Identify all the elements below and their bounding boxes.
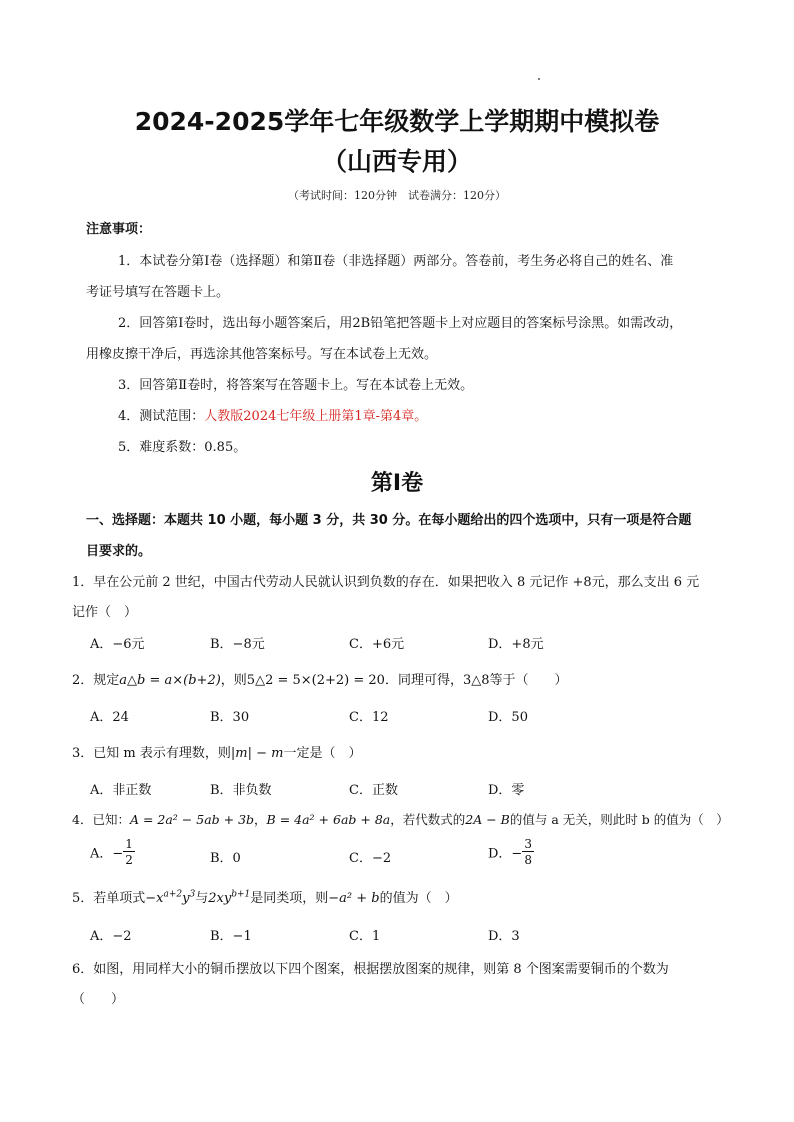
q2-option-b[interactable]: B．30	[210, 710, 250, 725]
q4-option-a-fraction	[123, 838, 135, 866]
page-subtitle: （山西专用）	[321, 147, 472, 176]
page-title: 2024-2025学年七年级数学上学期期中模拟卷	[134, 107, 660, 136]
q4-suffix: 的值与 a 无关，则此时 b 的值为（ ）	[509, 812, 729, 827]
note-2-line-1: 2．回答第Ⅰ卷时，选出每小题答案后，用2B铅笔把答题卡上对应题目的答案标号涂黑。如需改动，	[118, 316, 683, 331]
q4-option-d-numerator: 3	[524, 837, 532, 851]
q2-mid: ，则	[220, 673, 247, 688]
note-1-line-1: 1．本试卷分第Ⅰ卷（选择题）和第Ⅱ卷（非选择题）两部分。答卷前，考生务必将自己的姓名、准	[118, 254, 674, 269]
note-4-prefix: 4．测试范围：	[118, 409, 205, 424]
q4-expression: 2A − B	[465, 812, 510, 827]
notes-heading: 注意事项：	[86, 222, 152, 237]
q4-option-d-denominator: 8	[524, 853, 532, 867]
q2-prefix: 2．规定	[72, 673, 120, 688]
q3-prefix: 3．已知 m 表示有理数，则	[72, 746, 231, 761]
note-1-line-2: 考证号填写在答题卡上。	[86, 285, 230, 300]
q2-stem	[72, 669, 567, 688]
q4-expression-b: B = 4a² + 6ab + 8a	[266, 812, 391, 827]
q5-monomial-1-y: y	[182, 891, 190, 906]
section-intro-line-2: 目要求的。	[86, 544, 152, 559]
q4-option-b[interactable]: B．0	[210, 851, 241, 866]
q5-option-a[interactable]: A．−2	[90, 929, 132, 944]
q4-option-a-numerator: 1	[125, 837, 133, 851]
q3-option-d[interactable]: D．零	[488, 783, 525, 798]
q4-stem	[72, 810, 729, 828]
q4-option-d[interactable]	[488, 838, 534, 866]
q1-line-1: 1．早在公元前 2 世纪，中国古代劳动人民就认识到负数的存在．如果把收入 8 元记作 +8元，那么支出 6 元	[72, 575, 700, 590]
q5-stem	[72, 887, 458, 906]
q5-monomial-2-base: 2xy	[208, 891, 232, 906]
q3-option-b[interactable]: B．非负数	[210, 783, 272, 798]
q4-mid: ，若代数式的	[390, 812, 466, 827]
note-3: 3．回答第Ⅱ卷时，将答案写在答题卡上。写在本试卷上无效。	[118, 378, 474, 393]
q5-expression: −a² + b	[328, 891, 380, 906]
q5-prefix: 5．若单项式	[72, 891, 146, 906]
scan-dot	[538, 78, 540, 80]
q4-option-d-label: D．−	[488, 846, 523, 862]
q5-option-b[interactable]: B．−1	[210, 929, 252, 944]
q5-monomial-1	[145, 891, 195, 906]
q2-option-d[interactable]: D．50	[488, 710, 528, 725]
q5-mid: 是同类项，则	[250, 891, 329, 906]
q5-suffix: 的值为（ ）	[379, 891, 458, 906]
q2-definition: a△b = a×(b+2)	[119, 673, 221, 688]
q4-separator: ，	[254, 812, 267, 827]
q5-monomial-1-exp: a+2	[163, 889, 183, 900]
q1-line-2: 记作（ ）	[72, 605, 138, 620]
q2-option-a[interactable]: A．24	[90, 710, 129, 725]
q2-option-c[interactable]: C．12	[349, 710, 389, 725]
q4-option-c[interactable]: C．−2	[349, 851, 392, 866]
note-5: 5．难度系数：0.85。	[118, 440, 247, 455]
q1-option-d[interactable]: D．+8元	[488, 637, 544, 652]
q2-example: 5△2 = 5×(2+2) = 20	[246, 673, 385, 688]
q5-monomial-2	[208, 891, 250, 906]
q3-option-c[interactable]: C．正数	[349, 783, 398, 798]
q4-prefix: 4．已知：	[72, 812, 130, 827]
q4-expression-a: A = 2a² − 5ab + 3b	[129, 812, 255, 827]
q3-suffix: 一定是（ ）	[283, 746, 362, 761]
q2-suffix: ．同理可得，3△8等于（ ）	[384, 673, 568, 688]
section-intro-line-1: 一、选择题：本题共 10 小题，每小题 3 分，共 30 分。在每小题给出的四个选项中，只有一项是符合题	[86, 513, 692, 528]
q5-option-d[interactable]: D．3	[488, 929, 520, 944]
q6-line-2: （ ）	[72, 992, 125, 1007]
q5-monomial-2-exp: b+1	[231, 889, 251, 900]
q1-option-a[interactable]: A．−6元	[90, 637, 145, 652]
note-4	[118, 405, 427, 424]
section-title: 第Ⅰ卷	[370, 471, 424, 496]
q4-option-a-label: A．−	[90, 846, 124, 862]
q5-with: 与	[195, 891, 209, 906]
note-4-range: 人教版2024七年级上册第1章-第4章。	[204, 409, 428, 424]
q4-option-a-denominator: 2	[125, 853, 133, 867]
q5-monomial-1-yexp: 3	[189, 889, 196, 900]
exam-info: （考试时间：120分钟 试卷满分：120分）	[288, 189, 506, 202]
q4-option-d-fraction	[522, 838, 534, 866]
q3-expression: |m| − m	[230, 746, 284, 761]
q5-option-c[interactable]: C．1	[349, 929, 381, 944]
q3-stem	[72, 742, 361, 761]
note-2-line-2: 用橡皮擦干净后，再选涂其他答案标号。写在本试卷上无效。	[86, 347, 438, 362]
q3-option-a[interactable]: A．非正数	[90, 783, 152, 798]
q6-line-1: 6．如图，用同样大小的铜币摆放以下四个图案，根据摆放图案的规律，则第 8 个图案需要铜币的个数为	[72, 962, 669, 977]
q5-monomial-1-base: −x	[145, 891, 164, 906]
q1-option-c[interactable]: C．+6元	[349, 637, 405, 652]
q1-option-b[interactable]: B．−8元	[210, 637, 265, 652]
q4-option-a[interactable]	[90, 838, 135, 866]
